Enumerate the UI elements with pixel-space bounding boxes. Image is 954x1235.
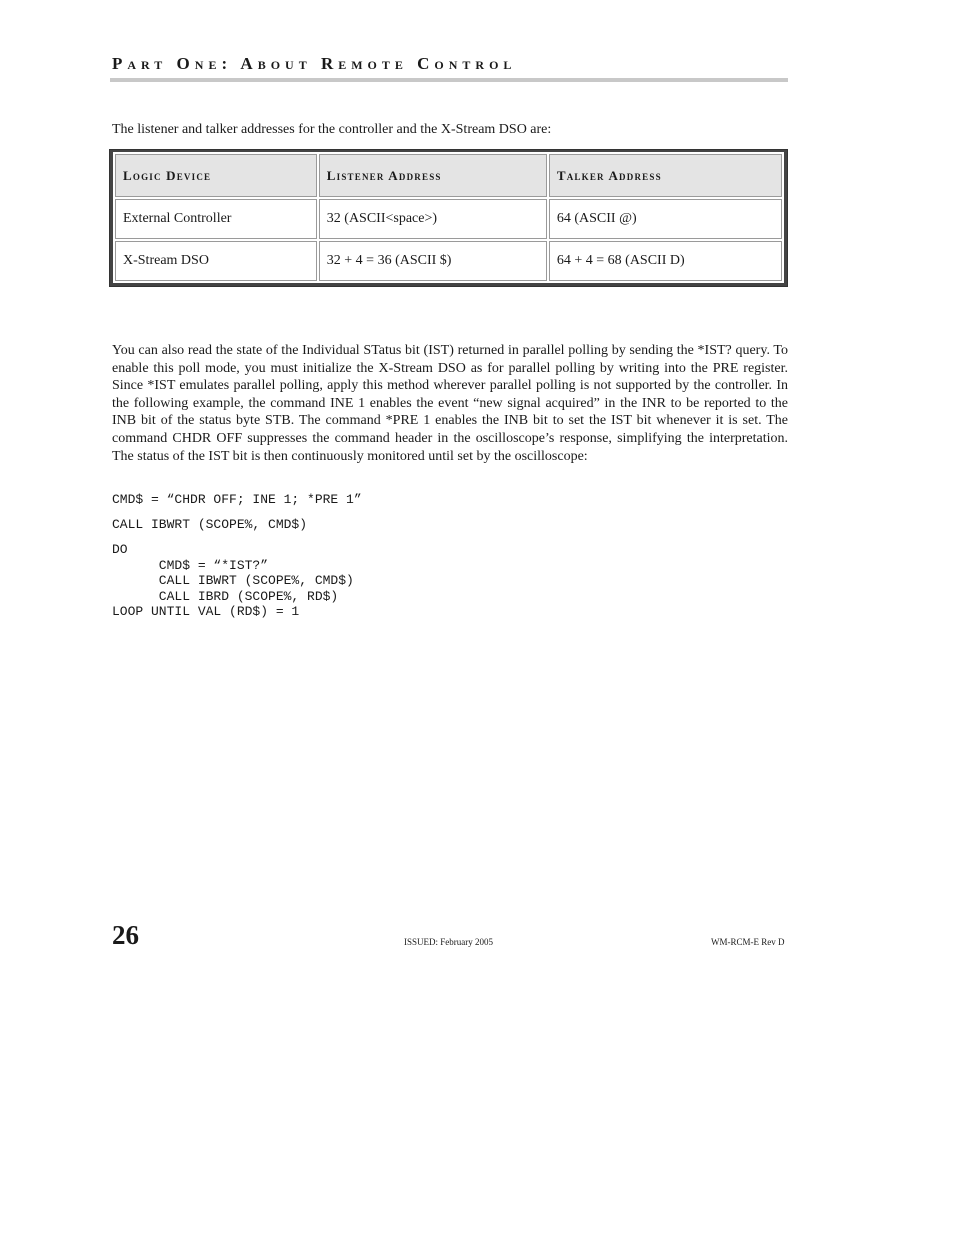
table-cell: 64 + 4 = 68 (ASCII D) [549,241,782,281]
body-paragraph: You can also read the state of the Individual STatus bit (IST) returned in parallel polling by sending the *IST? query. To enable this poll mode, you must initialize the X-Stream DSO as for parallel polling by writing into the PRE register. Since *IST emulates parallel polling, apply this method wherever parallel polling is not supported by the controller. In the following example, the command INE 1 enables the event “new signal acquired” in the INR to be reported to the INB bit of the status byte STB. The command *PRE 1 enables the INB bit to set the IST bit whenever it is set. The command CHDR OFF suppresses the command header in the oscilloscope’s response, simplifying the interpretation. The status of the IST bit is then continuously monitored until set by the oscilloscope: [112,343,788,464]
page-number: 26 [112,920,139,950]
table-cell: X-Stream DSO [115,241,317,281]
code-loop-block: DO CMD$ = “*IST?” CALL IBWRT (SCOPE%, CMD$) CALL IBRD (SCOPE%, RD$) LOOP UNTIL VAL (RD$) = 1 [112,542,354,619]
address-table [109,149,788,287]
table-cell: External Controller [115,199,317,239]
header-rule [110,78,788,82]
footer-document-id: WM-RCM-E Rev D [711,937,785,947]
table-cell: 32 (ASCII<space>) [319,199,547,239]
column-header-talker-address: Talker Address [549,154,782,197]
footer-issued-date: ISSUED: February 2005 [404,937,493,947]
table-cell: 32 + 4 = 36 (ASCII $) [319,241,547,281]
column-header-listener-address: Listener Address [319,154,547,197]
code-line-ibwrt: CALL IBWRT (SCOPE%, CMD$) [112,517,308,532]
column-header-logic-device: Logic Device [115,154,317,197]
table-row [115,199,782,239]
table-row [115,241,782,281]
running-header: Part One: About Remote Control [112,54,517,73]
table-header-row [115,154,782,197]
intro-paragraph: The listener and talker addresses for the controller and the X-Stream DSO are: [112,122,552,137]
code-line-command: CMD$ = “CHDR OFF; INE 1; *PRE 1” [112,492,362,507]
table-cell: 64 (ASCII @) [549,199,782,239]
